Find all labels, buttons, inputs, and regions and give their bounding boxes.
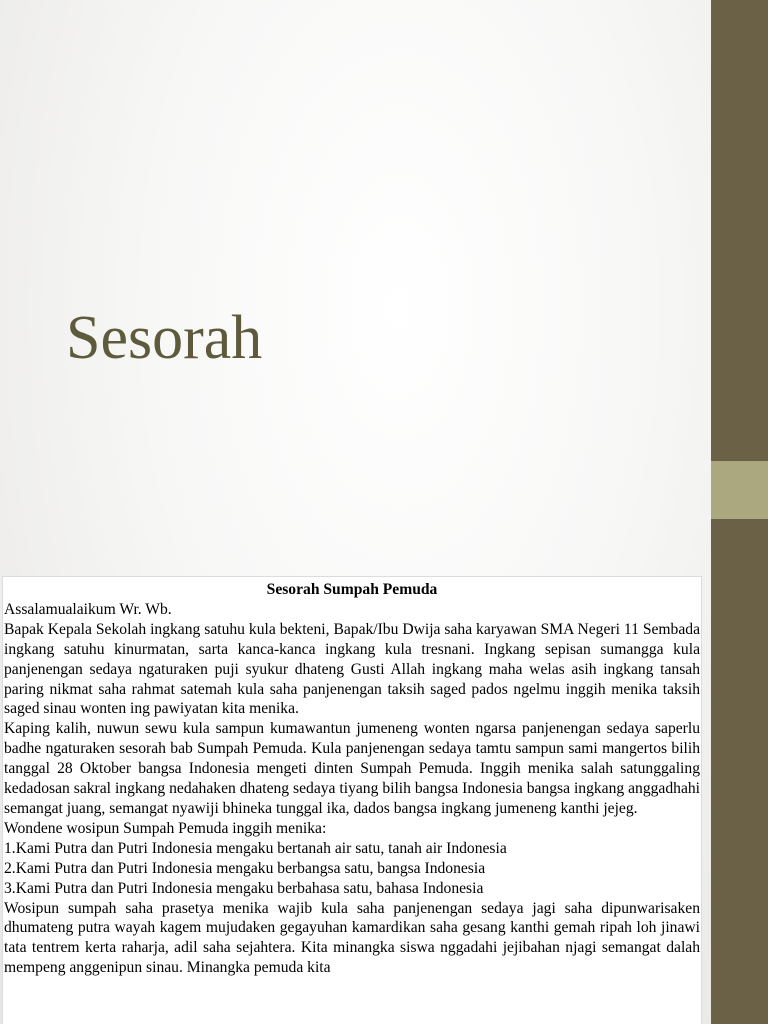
document-oath-item-1: 1.Kami Putra dan Putri Indonesia mengaku bertanah air satu, tanah air Indonesia xyxy=(4,839,507,857)
document-paragraph-closing: Wosipun sumpah saha prasetya menika wajib kula saha panjenengan sedaya jagi saha dipunwarisaken dhumateng putra wayah kagem mujudaken gegayuhan kamardikan saha gesang kanthi gemah ripah loh jinawi tata tentrem kerta raharja, adil saha sejahtera. Kita minangka siswa nggadahi jejibahan njagi semangat dalah mempeng anggenipun sinau. Minangka pemuda kita xyxy=(4,899,700,977)
document-page xyxy=(2,576,702,1024)
document-paragraph-second: Kaping kalih, nuwun sewu kula sampun kumawantun jumeneng wonten ngarsa panjenengan sedaya saperlu badhe ngaturaken sesorah bab Sumpah Pemuda. Kula panjenengan sedaya tamtu sampun sami mangertos bilih tanggal 28 Oktober bangsa Indonesia mengeti dinten Sumpah Pemuda. Inggih menika salah satunggaling kedadosan sakral ingkang nedahaken dhateng sedaya tiyang bilih bangsa Indonesia bangsa ingkang anggadhahi semangat juang, semangat nyawiji bhineka tunggal ika, dados bangsa ingkang jumeneng kanthi jejeg. xyxy=(4,720,700,817)
document-oath-item-2: 2.Kami Putra dan Putri Indonesia mengaku berbangsa satu, bangsa Indonesia xyxy=(4,859,486,877)
document-oath-item-3: 3.Kami Putra dan Putri Indonesia mengaku berbahasa satu, bahasa Indonesia xyxy=(4,879,484,897)
document-greeting: Assalamualaikum Wr. Wb. xyxy=(4,600,172,618)
document-paragraph-opening: Bapak Kepala Sekolah ingkang satuhu kula bekteni, Bapak/Ibu Dwija saha karyawan SMA Negeri 11 Sembada ingkang satuhu kinurmatan, sarta kanca-kanca ingkang kula tresnani. Ingkang sepisan sumangga kula panjenengan sedaya ngaturaken puji syukur dhateng Gusti Allah ingkang maha welas asih ingkang tansah paring nikmat saha rahmat satemah kula saha panjenengan taksih saged pados ngelmu inggih menika taksih saged sinau wonten ing pawiyatan kita menika. xyxy=(4,620,700,718)
slide-sidebar-accent xyxy=(711,461,768,519)
slide-title: Sesorah xyxy=(66,304,263,372)
document-title: Sesorah Sumpah Pemuda xyxy=(266,581,438,598)
document-oath-intro: Wondene wosipun Sumpah Pemuda inggih menika: xyxy=(4,819,327,837)
